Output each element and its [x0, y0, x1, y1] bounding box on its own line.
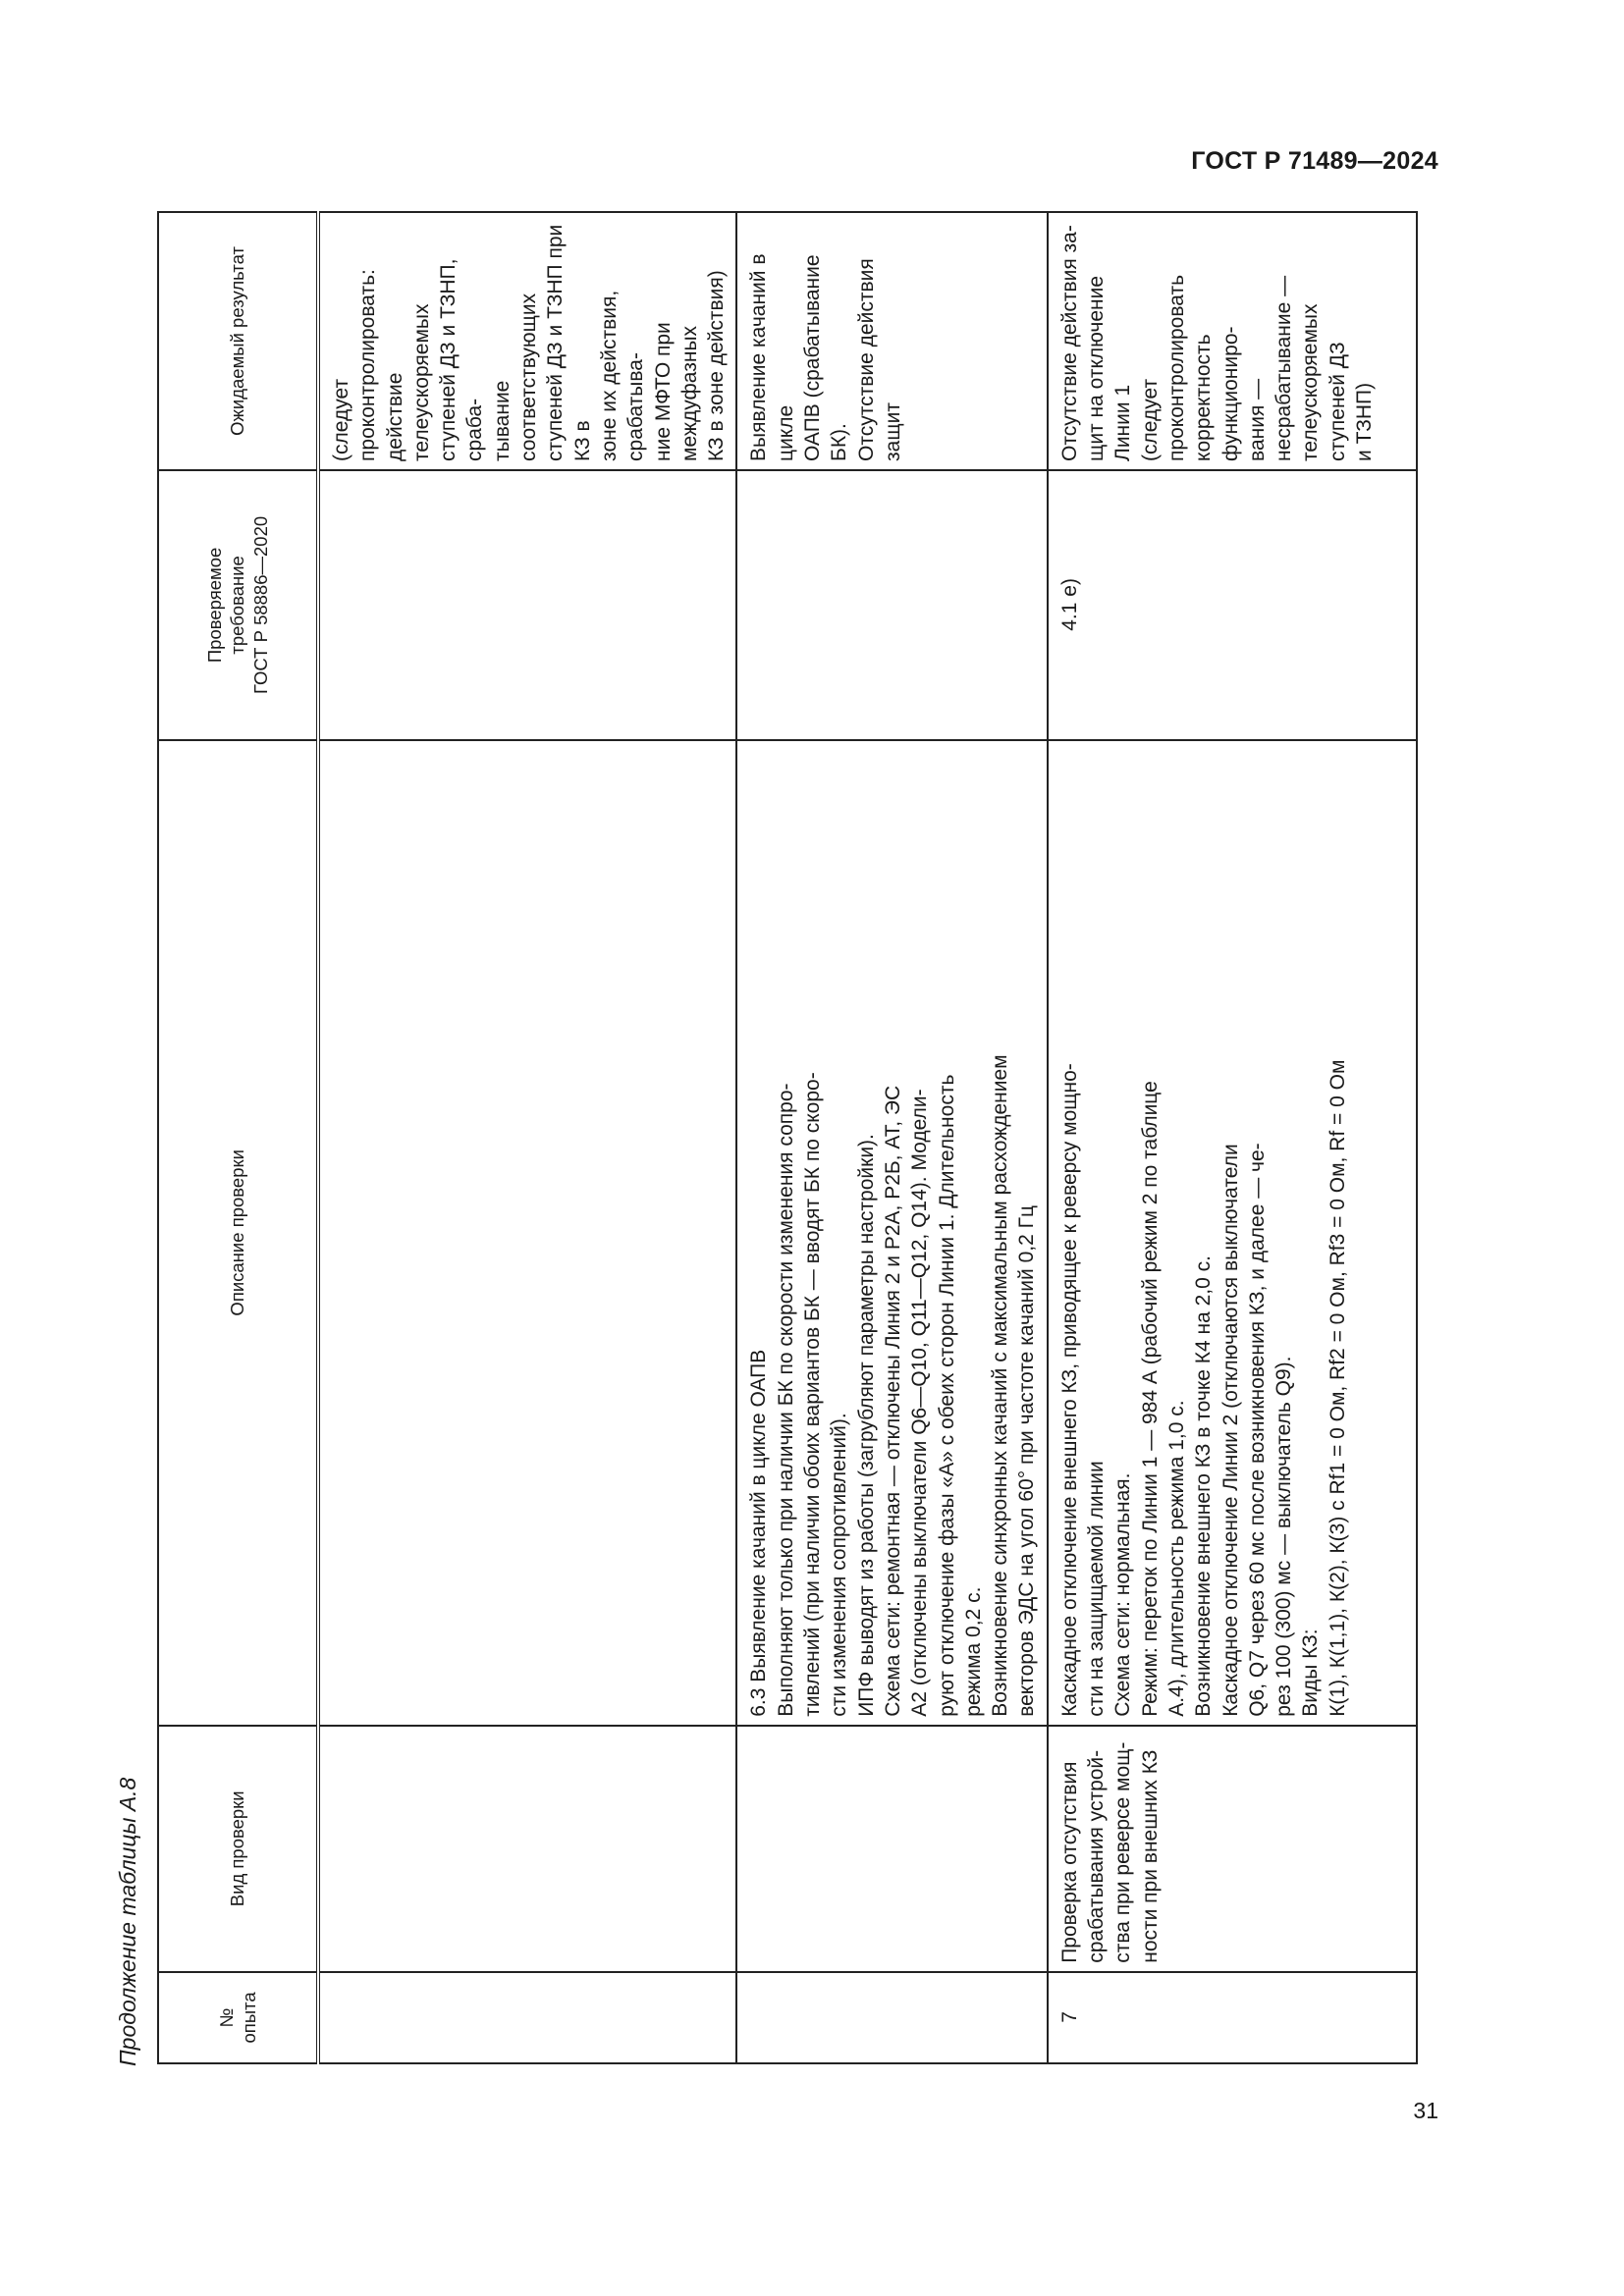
cell-expected-result: (следует проконтролировать: действие телеускоряемых ступеней ДЗ и ТЗНП, сраба- тывание соответствующих ступеней ДЗ и ТЗНП при КЗ в зоне их действия, срабатыва- ние МФТО при междуфазных КЗ в зоне действия): [318, 212, 736, 470]
header-requirement: Проверяемое требование ГОСТ Р 58886—2020: [158, 470, 318, 740]
header-experiment-number: № опыта: [158, 1972, 318, 2063]
header-check-description: Описание проверки: [158, 740, 318, 1726]
table-row: [736, 212, 1047, 2063]
cell-number: [318, 1972, 736, 2063]
cell-requirement: [736, 470, 1047, 740]
header-expected-result: Ожидаемый результат: [158, 212, 318, 470]
cell-requirement: [318, 470, 736, 740]
cell-expected-result: Выявление качаний в цикле ОАПВ (срабатывание БК). Отсутствие действия защит: [736, 212, 1047, 470]
cell-expected-result: Отсутствие действия за- щит на отключение Линии 1 (следует проконтролировать корректность функциониро- вания — несрабатывание — телеускоряемых ступеней ДЗ и ТЗНП): [1048, 212, 1417, 470]
header-check-type: Вид проверки: [158, 1726, 318, 1972]
cell-description: [318, 740, 736, 1726]
table-caption: Продолжение таблицы А.8: [115, 1777, 140, 2066]
cell-number: [736, 1972, 1047, 2063]
table-header-row: [158, 212, 318, 2063]
cell-check-type: Проверка отсутствия срабатывания устрой- ства при реверсе мощ- ности при внешних КЗ: [1048, 1726, 1417, 1972]
cell-check-type: [736, 1726, 1047, 1972]
cell-check-type: [318, 1726, 736, 1972]
table-row: [318, 212, 736, 2063]
cell-description: 6.3 Выявление качаний в цикле ОАПВ Выполняют только при наличии БК по скорости изменения сопро- тивлений (при наличии обоих вариантов БК — вводят БК по скоро- сти изменения сопротивлений). ИПФ выводят из работы (загрубляют параметры настройки). Схема сети: ремонтная — отключены Линия 2 и Р2А, Р2Б, АТ, ЭС А2 (отключены выключатели Q6—Q10, Q11—Q12, Q14). Модели- руют отключение фазы «А» с обеих сторон Линии 1. Длительность режима 0,2 с. Возникновение синхронных качаний с максимальным расхождением векторов ЭДС на угол 60° при частоте качаний 0,2 Гц: [736, 740, 1047, 1726]
table-row: [1048, 212, 1417, 2063]
verification-table: [157, 211, 1418, 2064]
cell-description: Каскадное отключение внешнего КЗ, приводящее к реверсу мощно- сти на защищаемой линии Схема сети: нормальная. Режим: переток по Линии 1 — 984 А (рабочий режим 2 по таблице А.4), длительность режима 1,0 с. Возникновение внешнего КЗ в точке К4 на 2,0 с. Каскадное отключение Линии 2 (отключаются выключатели Q6, Q7 через 60 мс после возникновения КЗ, и далее — че- рез 100 (300) мс — выключатель Q9). Виды КЗ: К(1), К(1,1), К(2), К(3) с Rf1 = 0 Ом, Rf2 = 0 Ом, Rf3 = 0 Ом, Rf = 0 Ом: [1048, 740, 1417, 1726]
cell-requirement: 4.1 е): [1048, 470, 1417, 740]
standard-designation: ГОСТ Р 71489—2024: [1191, 147, 1438, 175]
page-number: 31: [1413, 2098, 1438, 2123]
cell-number: 7: [1048, 1972, 1417, 2063]
rotated-table-area: [103, 211, 1376, 2066]
